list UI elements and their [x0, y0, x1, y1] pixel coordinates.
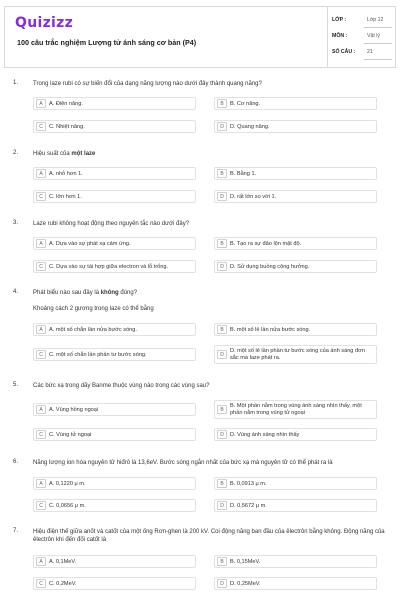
option-a[interactable] — [33, 477, 196, 490]
option-text: C. Nhiệt năng. — [49, 123, 85, 130]
emphasis-text: không — [100, 290, 119, 296]
option-text: D. 0,25MeV. — [230, 580, 261, 587]
option-letter: B — [217, 239, 227, 248]
question-number: 6. — [13, 459, 19, 465]
option-d[interactable] — [214, 577, 377, 590]
option-letter: A — [36, 239, 46, 248]
question-text: Năng lượng ion hóa nguyên tử hiđrô là 13,6eV. Bước sóng ngắn nhất của bức xạ mà nguyên tử có thể phát ra là — [33, 460, 333, 466]
option-text: A. Vùng hồng ngoại — [49, 406, 99, 413]
option-text: C. 0,0656 μ m. — [49, 502, 86, 509]
option-b[interactable] — [214, 555, 377, 568]
option-text: C. Vùng tử ngoại — [49, 431, 92, 438]
quizizz-logo: Quizizz — [15, 15, 74, 31]
option-text: D. rất lớn so với 1. — [230, 193, 277, 200]
subject-value: Vật lý — [367, 33, 380, 39]
option-c[interactable] — [33, 428, 196, 441]
question-number: 4. — [13, 289, 19, 295]
option-text: B. Một phần nằm trong vùng ánh sáng nhìn thấy, một phần nằm trong vùng tử ngoại — [230, 402, 362, 416]
option-letter: A — [36, 99, 46, 108]
option-d[interactable] — [214, 190, 377, 203]
option-text: C. lớn hơn 1. — [49, 193, 82, 200]
option-d[interactable] — [214, 499, 377, 512]
option-c[interactable] — [33, 499, 196, 512]
option-letter: C — [36, 122, 46, 131]
option-letter: B — [217, 557, 227, 566]
worksheet-header — [4, 6, 396, 68]
option-c[interactable] — [33, 120, 196, 133]
option-text: D. Sử dụng buồng cộng hưởng. — [230, 263, 310, 270]
question-text: Các bức xạ trong dãy Banme thuộc vùng nào trong các vùng sau? — [33, 383, 210, 389]
question-text: Laze rubi không hoạt động theo nguyên tắc nào dưới đây? — [33, 221, 190, 227]
option-text: D. 0,5672 μ m. — [230, 502, 267, 509]
option-letter: C — [36, 430, 46, 439]
option-letter: B — [217, 169, 227, 178]
option-letter: B — [217, 325, 227, 334]
question-text: Phát biểu nào sau đây là không đúng? — [33, 290, 138, 296]
question-text: Hiệu suất của một laze — [33, 151, 96, 157]
option-text: A. 0,1MeV. — [49, 558, 77, 565]
class-underline — [364, 27, 392, 28]
question-subtext: Khoảng cách 2 gương trong laze có thể bằng — [33, 306, 154, 312]
option-letter: C — [36, 501, 46, 510]
option-text: B. 0,15MeV. — [230, 558, 261, 565]
option-letter: D — [217, 122, 227, 131]
option-letter: B — [217, 99, 227, 108]
class-label: LỚP : — [332, 17, 347, 23]
option-c[interactable] — [33, 577, 196, 590]
option-c[interactable] — [33, 348, 196, 361]
option-letter: A — [36, 479, 46, 488]
option-a[interactable] — [33, 237, 196, 250]
option-d[interactable] — [214, 260, 377, 273]
option-text: A. nhỏ hơn 1. — [49, 170, 83, 177]
option-text: D. Quang năng. — [230, 123, 270, 130]
question-number: 2. — [13, 150, 19, 156]
option-letter: A — [36, 405, 46, 414]
question-text: Hiệu điện thế giữa anốt và catốt của một ống Rơn-ghen là 200 kV. Coi động năng ban đầu của êlectrôn bằng không. Động năng của êlectrôn khi đến đối catốt là — [33, 529, 385, 543]
option-letter: D — [217, 192, 227, 201]
option-b[interactable] — [214, 97, 377, 110]
option-letter: D — [217, 350, 227, 359]
option-letter: A — [36, 169, 46, 178]
question-number: 5. — [13, 382, 19, 388]
option-c[interactable] — [33, 190, 196, 203]
option-d[interactable] — [214, 428, 377, 441]
option-text: C. một số chẵn lần phần tư bước sóng. — [49, 351, 147, 358]
option-letter: C — [36, 262, 46, 271]
option-b[interactable] — [214, 477, 377, 490]
option-text: A. Dựa vào sự phát xạ cảm ứng. — [49, 240, 131, 247]
option-a[interactable] — [33, 323, 196, 336]
question-count-underline — [364, 59, 392, 60]
option-text: C. 0,2MeV. — [49, 580, 77, 587]
question-number: 3. — [13, 220, 19, 226]
subject-label: MÔN : — [332, 33, 348, 39]
option-letter: D — [217, 501, 227, 510]
option-b[interactable] — [214, 237, 377, 250]
question-number: 7. — [13, 528, 19, 534]
option-text: D. Vùng ánh sáng nhìn thấy — [230, 431, 300, 438]
option-text: A. một số chẵn lần nửa bước sóng. — [49, 326, 137, 333]
option-b[interactable] — [214, 167, 377, 180]
option-a[interactable] — [33, 555, 196, 568]
option-text: B. Bằng 1. — [230, 170, 257, 177]
option-text: A. 0,1220 μ m. — [49, 480, 86, 487]
option-text: B. 0,0913 μ m. — [230, 480, 267, 487]
option-c[interactable] — [33, 260, 196, 273]
question-number: 1. — [13, 80, 19, 86]
option-text: D. một số lẻ lần phần tư bước sóng của ánh sáng đơn sắc mà laze phát ra. — [230, 347, 365, 361]
option-b[interactable] — [214, 400, 377, 419]
option-letter: A — [36, 325, 46, 334]
option-letter: A — [36, 557, 46, 566]
option-letter: D — [217, 430, 227, 439]
option-d[interactable] — [214, 120, 377, 133]
option-letter: C — [36, 192, 46, 201]
option-letter: D — [217, 579, 227, 588]
option-letter: C — [36, 579, 46, 588]
option-text: A. Điện năng. — [49, 100, 83, 107]
question-count-label: SỐ CÂU : — [332, 49, 356, 55]
option-text: B. Tạo ra sự đảo lộn mật độ. — [230, 240, 302, 247]
option-a[interactable] — [33, 167, 196, 180]
option-letter: B — [217, 479, 227, 488]
question-text: Trong laze rubi có sự biến đổi của dạng năng lượng nào dưới đây thành quang năng? — [33, 81, 262, 87]
option-letter: D — [217, 262, 227, 271]
option-letter: B — [217, 405, 227, 414]
option-a[interactable] — [33, 97, 196, 110]
option-text: B. một số lẻ lần nửa bước sóng. — [230, 326, 311, 333]
class-value: Lớp 12 — [367, 17, 384, 23]
option-text: B. Cơ năng. — [230, 100, 261, 107]
subject-underline — [364, 43, 392, 44]
header-divider — [327, 7, 328, 67]
worksheet-title: 100 câu trắc nghiệm Lượng tử ánh sáng cơ bản (P4) — [17, 38, 197, 47]
option-b[interactable] — [214, 323, 377, 336]
option-text: C. Dựa vào sự tái hợp giữa electron và lỗ trống. — [49, 263, 169, 270]
option-d[interactable] — [214, 345, 377, 364]
option-a[interactable] — [33, 403, 196, 416]
emphasis-text: một laze — [71, 151, 96, 157]
question-count-value: 21 — [367, 49, 373, 55]
option-letter: C — [36, 350, 46, 359]
